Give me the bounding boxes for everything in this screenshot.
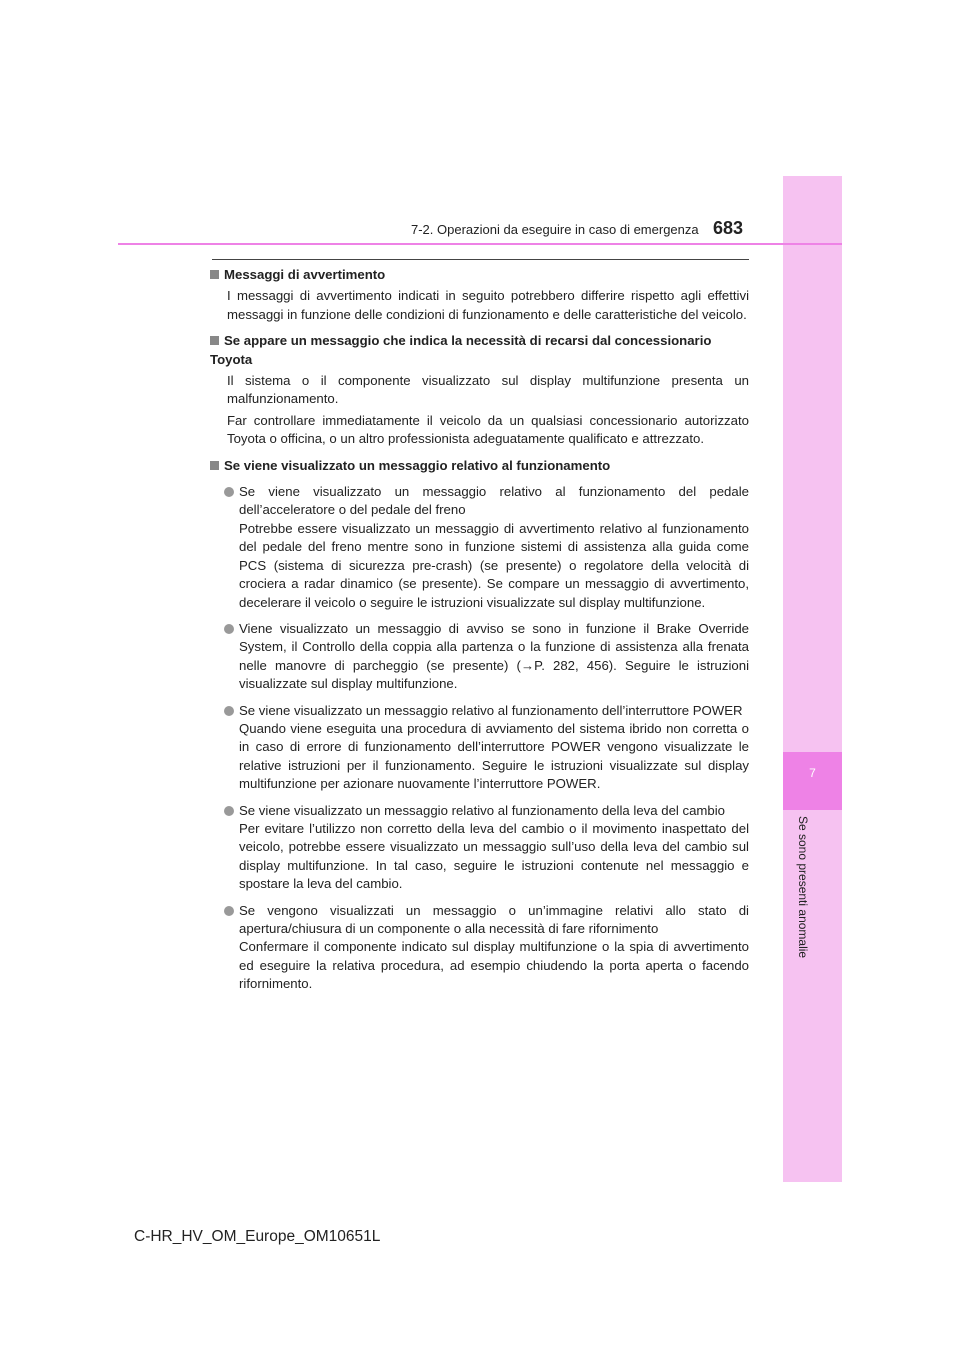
list-item-body: Quando viene eseguita una procedura di avviamento del sistema ibrido non corretta o in caso di errore di funzionamento dell’interruttore POWER vengono visualizzate le relative istruzioni per il funzionamento. Seguire le istruzioni visualizzate sul display multifunzione per azionare nuovamente l’interruttore POWER. — [239, 720, 749, 792]
circle-bullet-icon — [224, 806, 234, 816]
header-divider — [118, 243, 842, 245]
list-item — [210, 483, 749, 612]
chapter-title: Se sono presenti anomalie — [796, 816, 810, 959]
square-bullet-icon — [210, 336, 219, 345]
list-item-body: Potrebbe essere visualizzato un messaggio di avvertimento relativo al funzionamento del pedale del freno mentre sono in funzione sistemi di assistenza alla guida come PCS (sistema di sicurezza pre-crash) (se presente) o regolatore della velocità di crociera a radar dinamico (se presente). Se compare un messaggio di avvertimento, decelerare il veicolo o seguire le istruzioni visualizzate sul display multifunzione. — [239, 520, 749, 610]
circle-bullet-icon — [224, 624, 234, 634]
page-number: 683 — [713, 218, 744, 238]
list-item-body: Viene visualizzato un messaggio di avviso se sono in funzione il Brake Override System, il Controllo della coppia alla partenza o la funzione di assistenza alla frenata nelle manovre di parcheggio (se presente) (→P. 282, 456). Seguire le istruzioni visualizzate sul display multifunzione. — [239, 620, 749, 692]
circle-bullet-icon — [224, 906, 234, 916]
document-code: C-HR_HV_OM_Europe_OM10651L — [134, 1228, 381, 1245]
list-item-body: Per evitare l’utilizzo non corretto della leva del cambio o il movimento inaspettato del veicolo, potrebbe essere visualizzato un messaggio sull’uso della leva del cambio sul display multifunzione. In tal caso, seguire le istruzioni contenute nel messaggio e spostare la leva del cambio. — [239, 820, 749, 892]
section-title: 7-2. Operazioni da eseguire in caso di emergenza — [411, 222, 699, 237]
square-bullet-icon — [210, 270, 219, 279]
circle-bullet-icon — [224, 706, 234, 716]
paragraph: Il sistema o il componente visualizzato sul display multifunzione presenta un malfunzionamento. — [227, 373, 749, 407]
list-item-title: Se viene visualizzato un messaggio relativo al funzionamento del pedale dell’acceleratore o del pedale del freno — [239, 484, 749, 518]
list-item-title: Se viene visualizzato un messaggio relativo al funzionamento dell’interruttore POWER — [239, 702, 743, 718]
paragraph: Far controllare immediatamente il veicolo da un qualsiasi concessionario autorizzato Toyota o officina, o un altro professionista adeguatamente qualificato e attrezzato. — [227, 412, 749, 447]
section-heading: Messaggi di avvertimento — [210, 266, 749, 284]
chapter-number: 7 — [809, 766, 816, 780]
list-item-title: Se vengono visualizzati un messaggio o un’immagine relativi allo stato di apertura/chiusura di un componente o alla necessità di fare rifornimento — [239, 902, 749, 936]
list-item — [210, 620, 749, 694]
list-item-body: Confermare il componente indicato sul display multifunzione o la spia di avvertimento ed eseguire la relativa procedura, ad esempio chiudendo la porta aperta o facendo rifornimento. — [239, 939, 749, 992]
list-item — [210, 902, 749, 994]
section-heading: Se appare un messaggio che indica la necessità di recarsi dal concessionario Toyota — [210, 333, 712, 367]
list-item — [210, 802, 749, 894]
section-heading: Se viene visualizzato un messaggio relativo al funzionamento — [210, 457, 749, 475]
page-content — [210, 266, 749, 994]
paragraph: I messaggi di avvertimento indicati in seguito potrebbero differire rispetto agli effettivi messaggi in funzione delle condizioni di funzionamento e delle caratteristiche del veicolo. — [227, 288, 749, 322]
circle-bullet-icon — [224, 487, 234, 497]
list-item — [210, 702, 749, 794]
chapter-side-tab — [783, 176, 842, 1182]
chapter-tab-active[interactable] — [783, 752, 842, 810]
list-item-title: Se viene visualizzato un messaggio relativo al funzionamento della leva del cambio — [239, 802, 726, 818]
content-divider — [212, 259, 749, 260]
square-bullet-icon — [210, 461, 219, 470]
